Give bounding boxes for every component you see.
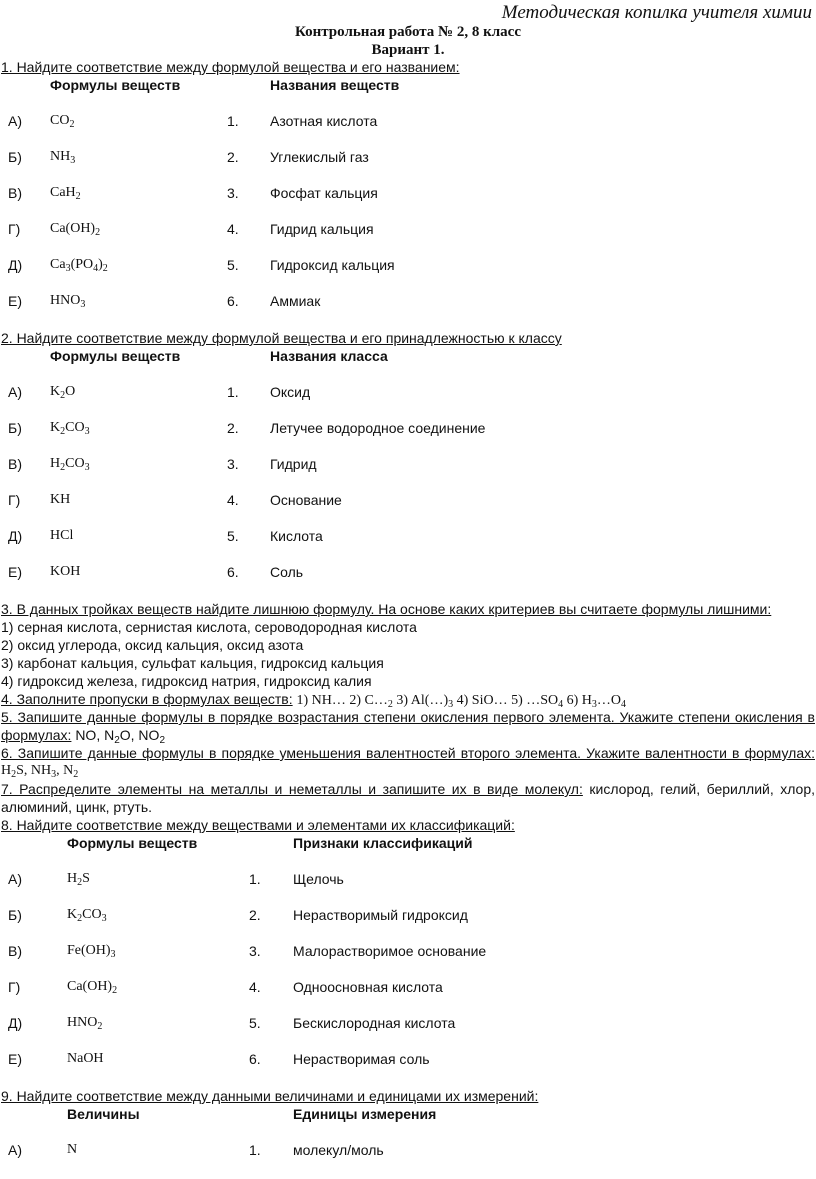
q3-item: 2) оксид углерода, оксид кальция, оксид азота xyxy=(1,637,304,653)
q1-col-names: Названия веществ xyxy=(270,77,400,93)
row-formula: CaH$_2$ xyxy=(50,185,81,202)
q5-answer: NO, $N_2O$, $NO_2$ xyxy=(75,727,165,746)
row-name: Аммиак xyxy=(270,293,321,309)
row-formula: $Ca(OH)_2$ xyxy=(50,221,101,238)
page-title: Контрольная работа № 2, 8 класс xyxy=(294,24,522,40)
question-4 xyxy=(1,691,626,709)
row-number: 3. xyxy=(249,943,261,959)
q8-col-signs: Признаки классификаций xyxy=(293,835,473,851)
row-formula: NaOH xyxy=(67,1051,104,1066)
row-number: 6. xyxy=(227,564,239,580)
q2-col-class: Названия класса xyxy=(270,348,388,364)
q3-item: 3) карбонат кальция, сульфат кальция, гидроксид кальция xyxy=(1,655,384,671)
row-name: Нерастворимая соль xyxy=(293,1051,430,1067)
row-formula: $CO_2$ xyxy=(50,113,75,130)
row-formula: HCl xyxy=(50,528,74,543)
row-number: 3. xyxy=(227,456,239,472)
row-name: молекул/моль xyxy=(293,1142,384,1158)
question-1: 1. Найдите соответствие между формулой вещества и его названием: xyxy=(1,59,460,75)
row-name: Фосфат кальция xyxy=(270,185,378,201)
row-formula: $K_2O$ xyxy=(50,384,76,401)
row-name: Гидроксид кальция xyxy=(270,257,395,273)
row-name: Бескислородная кислота xyxy=(293,1015,456,1031)
row-formula: $Ca_3(PO_4)_2$ xyxy=(50,257,108,274)
row-name: Щелочь xyxy=(293,871,344,887)
q4-text: 4. Заполните пропуски в формулах веществ: xyxy=(1,691,293,707)
header-note: Методическая копилка учителя химии xyxy=(501,2,812,23)
q7-answer-1: кислород, гелий, бериллий, хлор, xyxy=(589,781,816,797)
question-5-line2 xyxy=(1,727,165,746)
row-name: Нерастворимый гидроксид xyxy=(293,907,468,923)
row-number: 2. xyxy=(227,149,239,165)
row-number: 3. xyxy=(227,185,239,201)
row-name: Гидрид кальция xyxy=(270,221,374,237)
row-formula: $NH_3$ xyxy=(50,149,76,166)
q9-col-units: Единицы измерения xyxy=(293,1106,437,1122)
row-number: 5. xyxy=(227,257,239,273)
row-name: Одноосновная кислота xyxy=(293,979,443,995)
row-name: Основание xyxy=(270,492,342,508)
q9-col-quantities: Величины xyxy=(67,1106,140,1122)
row-letter: Е) xyxy=(8,293,22,309)
row-letter: Е) xyxy=(8,564,22,580)
row-number: 1. xyxy=(249,871,261,887)
row-name: Малорастворимое основание xyxy=(293,943,487,959)
row-formula: KOH xyxy=(50,564,81,579)
q4-answer: 1) NH… 2) $C\dots_2$ 3) $Al(\dots)_3$ 4) SiO… 5) $\dots SO_4$ 6) $H_3\dots O_4$ xyxy=(296,693,627,710)
row-number: 4. xyxy=(249,979,261,995)
row-name: Соль xyxy=(270,564,304,580)
row-formula: $H_2CO_3$ xyxy=(50,456,90,473)
variant-title: Вариант 1. xyxy=(371,42,445,58)
row-formula: $Fe(OH)_3$ xyxy=(67,943,116,960)
row-number: 2. xyxy=(227,420,239,436)
row-number: 5. xyxy=(227,528,239,544)
row-formula: $H_2S$ xyxy=(67,871,90,888)
row-letter: Б) xyxy=(8,420,22,436)
row-number: 2. xyxy=(249,907,261,923)
row-formula: N xyxy=(67,1142,78,1157)
question-9: 9. Найдите соответствие между данными величинами и единицами их измерений: xyxy=(1,1088,539,1104)
row-letter: Б) xyxy=(8,907,22,923)
row-number: 4. xyxy=(227,492,239,508)
row-letter: Е) xyxy=(8,1051,22,1067)
row-formula: $K_2CO_3$ xyxy=(50,420,90,437)
row-formula: $HNO_2$ xyxy=(67,1015,103,1032)
question-6: 6. Запишите данные формулы в порядке уменьшения валентностей второго элемента. Укажите валентности в формулах: xyxy=(1,745,815,761)
row-number: 5. xyxy=(249,1015,261,1031)
q7-text: 7. Распределите элементы на металлы и неметаллы и запишите их в виде молекул: xyxy=(1,781,583,797)
row-number: 1. xyxy=(227,113,239,129)
row-name: Гидрид xyxy=(270,456,317,472)
row-number: 1. xyxy=(227,384,239,400)
q8-col-formulas: Формулы веществ xyxy=(67,835,198,851)
row-formula: $K_2CO_3$ xyxy=(67,907,107,924)
q1-col-formulas: Формулы веществ xyxy=(50,77,181,93)
row-name: Кислота xyxy=(270,528,323,544)
row-letter: А) xyxy=(8,384,22,400)
question-7 xyxy=(1,781,815,797)
row-formula: $Ca(OH)_2$ xyxy=(67,979,118,996)
row-number: 6. xyxy=(249,1051,261,1067)
row-number: 1. xyxy=(249,1142,261,1158)
q3-item: 4) гидроксид железа, гидроксид натрия, гидроксид калия xyxy=(1,673,372,689)
q2-col-formulas: Формулы веществ xyxy=(50,348,181,364)
row-letter: Г) xyxy=(8,979,21,995)
q5-text: формулах: xyxy=(1,727,72,743)
question-5-line1: 5. Запишите данные формулы в порядке возрастания степени окисления первого элемента. Укажите степени окисления в xyxy=(1,709,815,725)
row-letter: В) xyxy=(8,185,22,201)
row-name: Оксид xyxy=(270,384,311,400)
q7-answer-2: алюминий, цинк, ртуть. xyxy=(1,799,153,815)
row-name: Азотная кислота xyxy=(270,113,378,129)
row-letter: В) xyxy=(8,456,22,472)
row-letter: Г) xyxy=(8,221,21,237)
q3-item: 1) серная кислота, сернистая кислота, сероводородная кислота xyxy=(1,619,417,635)
row-formula: KH xyxy=(50,492,71,507)
row-letter: Г) xyxy=(8,492,21,508)
row-letter: А) xyxy=(8,113,22,129)
row-formula: $HNO_3$ xyxy=(50,293,86,310)
row-letter: Д) xyxy=(8,528,23,544)
question-2: 2. Найдите соответствие между формулой вещества и его принадлежностью к классу xyxy=(1,330,562,346)
row-letter: Б) xyxy=(8,149,22,165)
question-3: 3. В данных тройках веществ найдите лишнюю формулу. На основе каких критериев вы считаете формулы лишними: xyxy=(1,601,772,617)
row-letter: В) xyxy=(8,943,22,959)
question-8: 8. Найдите соответствие между веществами и элементами их классификаций: xyxy=(1,817,515,833)
row-letter: Д) xyxy=(8,257,23,273)
q6-answer: $H_2S$, $NH_3$, $N_2$ xyxy=(1,763,79,780)
row-name: Углекислый газ xyxy=(270,149,369,165)
row-number: 6. xyxy=(227,293,239,309)
row-letter: Д) xyxy=(8,1015,23,1031)
row-letter: А) xyxy=(8,1142,22,1158)
row-letter: А) xyxy=(8,871,22,887)
row-number: 4. xyxy=(227,221,239,237)
row-name: Летучее водородное соединение xyxy=(270,420,486,436)
